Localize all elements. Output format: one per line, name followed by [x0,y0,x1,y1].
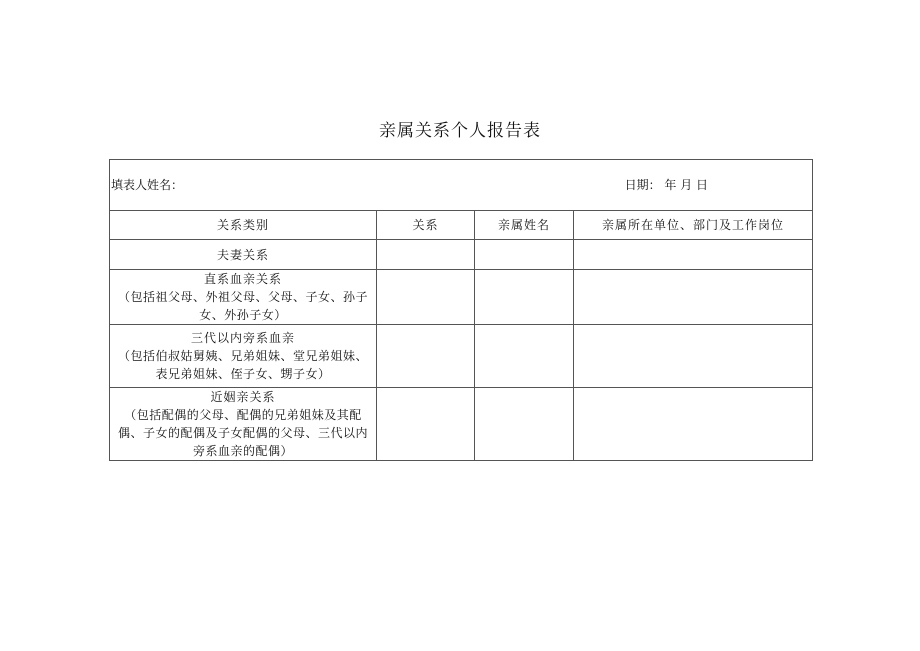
table-row [110,240,813,270]
table-row [110,270,813,325]
page-title: 亲属关系个人报告表 [379,121,541,141]
relation-input-cell[interactable] [377,388,475,461]
relative-name-input-cell[interactable] [475,388,574,461]
info-row [110,160,813,211]
category-title: 直系血亲关系 [203,272,282,286]
category-cell [110,325,377,388]
header-workplace: 亲属所在单位、部门及工作岗位 [574,211,813,240]
date-label: 日期： 年 月 日 [624,178,709,192]
category-cell [110,240,377,270]
relative-name-input-cell[interactable] [475,270,574,325]
relative-report-table [109,159,813,461]
workplace-input-cell[interactable] [574,240,813,270]
header-relative-name: 亲属姓名 [475,211,574,240]
filler-name-label: 填表人姓名： [111,178,184,192]
workplace-input-cell[interactable] [574,388,813,461]
category-title: 三代以内旁系血亲 [190,331,295,345]
category-note: （包括祖父母、外祖父母、父母、子女、孙子女、外孙子女） [118,290,369,322]
workplace-input-cell[interactable] [574,270,813,325]
table-row [110,325,813,388]
relative-name-input-cell[interactable] [475,325,574,388]
info-cell [110,160,813,211]
relative-name-input-cell[interactable] [475,240,574,270]
workplace-input-cell[interactable] [574,325,813,388]
table-row [110,388,813,461]
table-header-row [110,211,813,240]
category-cell [110,270,377,325]
category-note: （包括配偶的父母、配偶的兄弟姐妹及其配偶、子女的配偶及子女配偶的父母、三代以内旁系血亲的配偶） [118,408,369,458]
relation-input-cell[interactable] [377,240,475,270]
category-note: （包括伯叔姑舅姨、兄弟姐妹、堂兄弟姐妹、表兄弟姐妹、侄子女、甥子女） [118,349,369,381]
relation-input-cell[interactable] [377,325,475,388]
category-title: 夫妻关系 [216,247,269,262]
relation-input-cell[interactable] [377,270,475,325]
header-relation: 关系 [377,211,475,240]
category-cell [110,388,377,461]
header-category: 关系类别 [110,211,377,240]
category-title: 近姻亲关系 [210,390,276,404]
